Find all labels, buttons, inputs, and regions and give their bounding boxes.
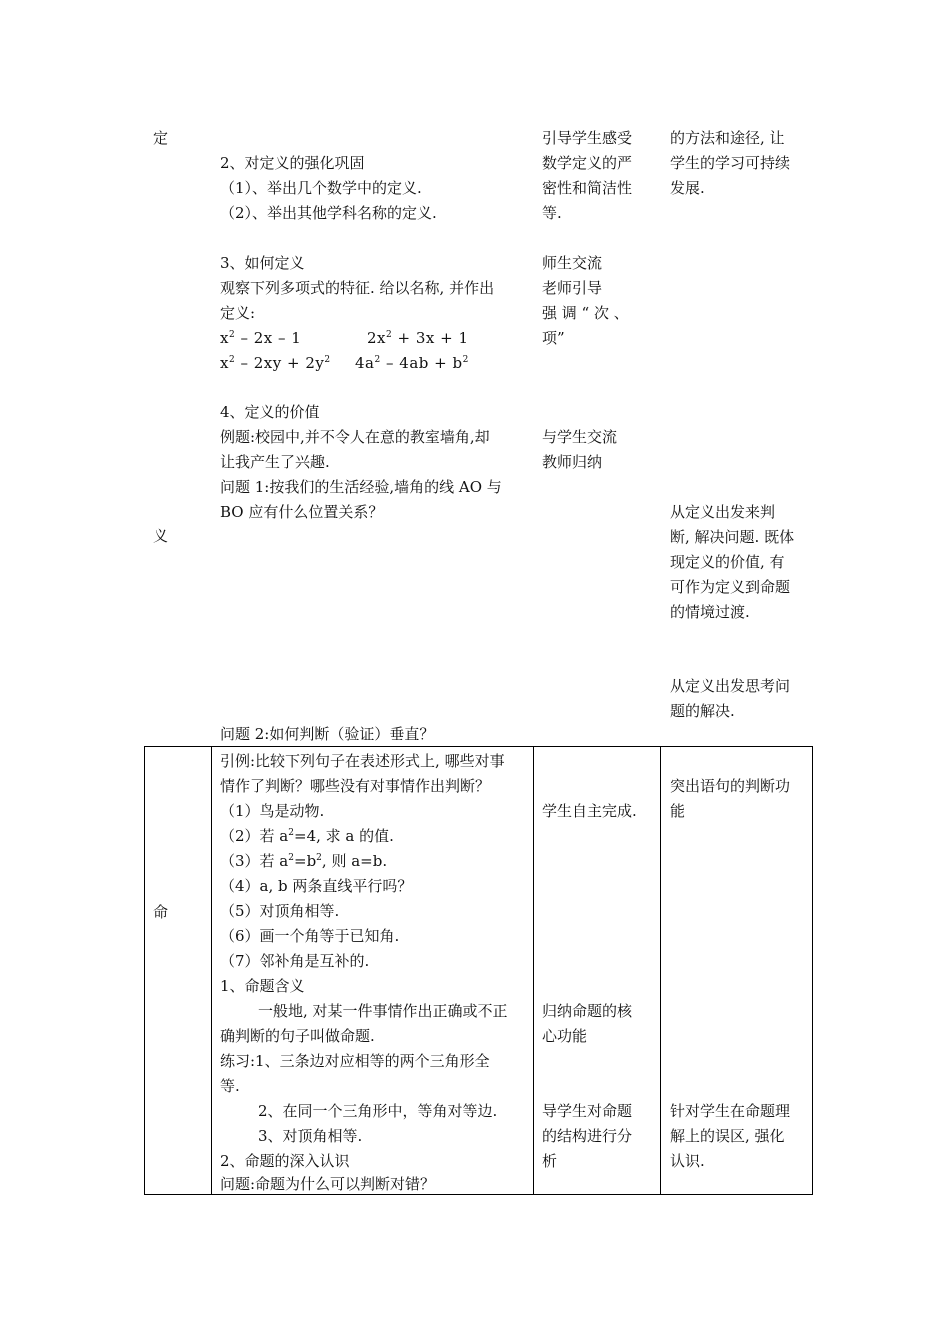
table-border bbox=[211, 746, 212, 1195]
exercise-text: 2、在同一个三角形中，等角对等边. bbox=[258, 1102, 498, 1120]
section-label-bottom: 义 bbox=[153, 527, 169, 545]
item-text: （2）、举出其他学科名称的定义. bbox=[220, 204, 437, 222]
purpose-note: 突出语句的判断功 bbox=[670, 777, 791, 795]
table-border bbox=[812, 746, 813, 1195]
student-note: 导学生对命题 bbox=[542, 1102, 633, 1120]
teacher-note: 等. bbox=[542, 204, 562, 222]
definition-text: 一般地, 对某一件事情作出正确或不正 bbox=[258, 1002, 508, 1020]
list-item: （3）若 $a^2=b^2$, 则 a=b. bbox=[220, 852, 388, 870]
purpose-note: 从定义出发来判 bbox=[670, 503, 776, 521]
section-label-top: 定 bbox=[153, 129, 169, 147]
table-border bbox=[533, 746, 534, 1195]
purpose-note: 针对学生在命题理 bbox=[670, 1102, 791, 1120]
purpose-note: 解上的误区, 强化 bbox=[670, 1127, 785, 1145]
list-item: （4）a, b 两条直线平行吗？ bbox=[220, 877, 413, 895]
purpose-note: 的情境过渡. bbox=[670, 603, 750, 621]
heading-3: 3、如何定义 bbox=[220, 254, 305, 272]
student-note: 心功能 bbox=[542, 1027, 588, 1045]
list-item: （1）鸟是动物. bbox=[220, 802, 325, 820]
list-item: （7）邻补角是互补的. bbox=[220, 952, 370, 970]
body-text: 例题:校园中,并不令人在意的教室墙角,却 bbox=[220, 428, 490, 446]
polynomial-3: $x^2 - 2xy + 2y^2$ bbox=[220, 354, 331, 372]
purpose-note: 题的解决. bbox=[670, 702, 735, 720]
exercise-text: 等. bbox=[220, 1077, 240, 1095]
student-note: 的结构进行分 bbox=[542, 1127, 633, 1145]
question-text: 问题:命题为什么可以判断对错？ bbox=[220, 1175, 436, 1193]
teacher-note: 与学生交流 bbox=[542, 428, 618, 446]
heading-2: 2、命题的深入认识 bbox=[220, 1152, 350, 1170]
body-text: 问题 1:按我们的生活经验,墙角的线 AO 与 bbox=[220, 478, 502, 496]
heading-2: 2、对定义的强化巩固 bbox=[220, 154, 365, 172]
teacher-note: 密性和简洁性 bbox=[542, 179, 633, 197]
question-2: 问题 2:如何判断（验证）垂直？ bbox=[220, 725, 435, 743]
student-note: 归纳命题的核 bbox=[542, 1002, 633, 1020]
purpose-note: 从定义出发思考问 bbox=[670, 677, 791, 695]
heading-1: 1、命题含义 bbox=[220, 977, 305, 995]
teacher-note: 师生交流 bbox=[542, 254, 603, 272]
exercise-text: 练习:1、三条边对应相等的两个三角形全 bbox=[220, 1052, 490, 1070]
heading-4: 4、定义的价值 bbox=[220, 403, 320, 421]
student-note: 学生自主完成. bbox=[542, 802, 637, 820]
teacher-note: 引导学生感受 bbox=[542, 129, 633, 147]
table-top-border bbox=[144, 746, 813, 747]
body-text: BO 应有什么位置关系？ bbox=[220, 503, 384, 521]
list-item: （6）画一个角等于已知角. bbox=[220, 927, 400, 945]
teacher-note: 数学定义的严 bbox=[542, 154, 633, 172]
purpose-note: 断, 解决问题. 既体 bbox=[670, 528, 795, 546]
teacher-note: 项” bbox=[542, 329, 565, 347]
table-border bbox=[144, 746, 145, 1195]
list-item: （5）对顶角相等. bbox=[220, 902, 340, 920]
body-text: 让我产生了兴趣. bbox=[220, 453, 330, 471]
purpose-note: 可作为定义到命题 bbox=[670, 578, 791, 596]
purpose-note: 的方法和途径, 让 bbox=[670, 129, 785, 147]
teacher-note: 教师归纳 bbox=[542, 453, 603, 471]
list-item: （2）若 $a^2=4$, 求 a 的值. bbox=[220, 827, 394, 845]
body-text: 观察下列多项式的特征. 给以名称, 并作出 bbox=[220, 279, 495, 297]
exercise-text: 3、对顶角相等. bbox=[258, 1127, 363, 1145]
purpose-note: 能 bbox=[670, 802, 686, 820]
teacher-note: 老师引导 bbox=[542, 279, 603, 297]
student-note: 析 bbox=[542, 1152, 558, 1170]
polynomial-4: $4a^2 - 4ab + b^2$ bbox=[355, 354, 469, 372]
polynomial-1: $x^2 - 2x - 1$ bbox=[220, 329, 302, 347]
purpose-note: 学生的学习可持续 bbox=[670, 154, 791, 172]
teacher-note: 强 调 “ 次 、 bbox=[542, 304, 629, 322]
intro-text: 引例:比较下列句子在表述形式上, 哪些对事 bbox=[220, 752, 505, 770]
intro-text: 情作了判断？哪些没有对事情作出判断？ bbox=[220, 777, 491, 795]
polynomial-2: $2x^2 + 3x + 1$ bbox=[367, 329, 469, 347]
item-text: （1）、举出几个数学中的定义. bbox=[220, 179, 422, 197]
body-text: 定义: bbox=[220, 304, 256, 322]
definition-text: 确判断的句子叫做命题. bbox=[220, 1027, 375, 1045]
table-border bbox=[660, 746, 661, 1195]
section-label: 命 bbox=[153, 903, 169, 921]
purpose-note: 现定义的价值, 有 bbox=[670, 553, 785, 571]
purpose-note: 发展. bbox=[670, 179, 705, 197]
purpose-note: 认识. bbox=[670, 1152, 705, 1170]
